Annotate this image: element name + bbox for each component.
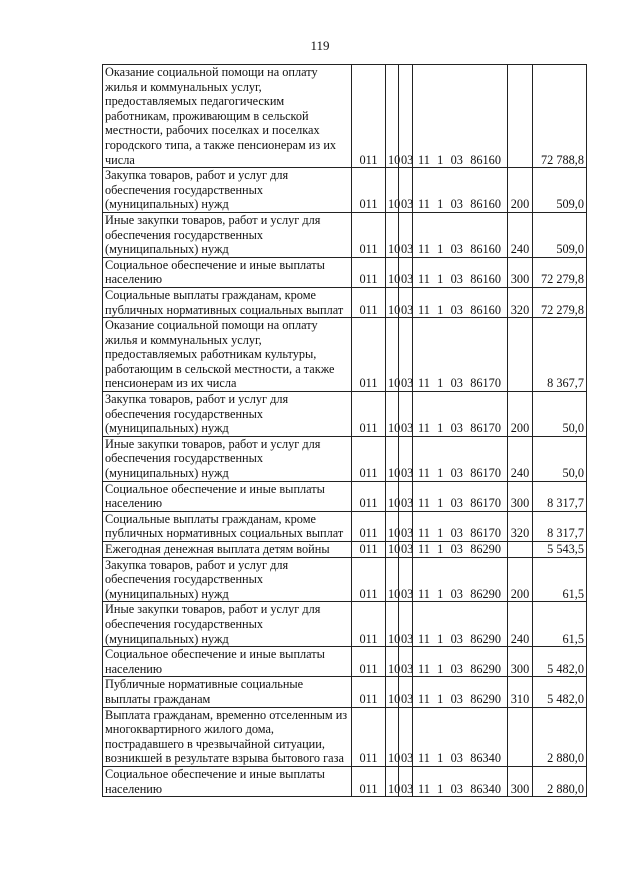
csr-code-part: 86170 <box>470 526 501 541</box>
csr-code <box>415 272 505 287</box>
csr-code-part: 11 <box>418 631 430 646</box>
pr-cell: 03 <box>399 602 413 647</box>
pr-cell: 03 <box>399 212 413 257</box>
table-row <box>103 647 587 677</box>
rz-cell: 10 <box>386 287 399 317</box>
csr-code-part: 11 <box>418 661 430 676</box>
sum-cell: 50,0 <box>533 392 587 437</box>
vr-cell <box>508 65 533 168</box>
vd-cell: 011 <box>352 557 386 602</box>
vr-cell: 240 <box>508 436 533 481</box>
csr-code-part: 03 <box>450 376 463 391</box>
row-name-cell: Ежегодная денежная выплата детям войны <box>103 542 352 558</box>
csr-code <box>415 376 505 391</box>
sum-cell: 8 317,7 <box>533 481 587 511</box>
csr-cell <box>413 318 508 392</box>
csr-cell <box>413 707 508 766</box>
row-name-cell: Публичные нормативные социальные выплаты гражданам <box>103 677 352 707</box>
rz-cell: 10 <box>386 557 399 602</box>
rz-cell: 10 <box>386 392 399 437</box>
csr-code-part: 1 <box>437 751 444 766</box>
csr-code-part: 1 <box>437 242 444 257</box>
csr-code-part: 86290 <box>470 631 501 646</box>
sum-cell: 50,0 <box>533 436 587 481</box>
csr-cell <box>413 392 508 437</box>
csr-code-part: 11 <box>418 272 430 287</box>
row-name-cell: Оказание социальной помощи на оплату жилья и коммунальных услуг, предоставляемых педагогическим работникам, проживающим в сельской местности, рабочих поселках и поселках городского типа, а также пенсионерам из их числа <box>103 65 352 168</box>
csr-code <box>415 587 505 602</box>
row-name-cell: Закупка товаров, работ и услуг для обеспечения государственных (муниципальных) нужд <box>103 557 352 602</box>
csr-code <box>415 662 505 677</box>
csr-code-part: 03 <box>450 197 463 212</box>
csr-code <box>415 303 505 318</box>
csr-code <box>415 496 505 511</box>
csr-cell <box>413 65 508 168</box>
sum-cell: 8 367,7 <box>533 318 587 392</box>
vd-cell: 011 <box>352 766 386 796</box>
csr-code <box>415 242 505 257</box>
table-row <box>103 557 587 602</box>
rz-cell: 10 <box>386 602 399 647</box>
vd-cell: 011 <box>352 65 386 168</box>
csr-code-part: 86290 <box>470 586 501 601</box>
vr-cell <box>508 542 533 558</box>
sum-cell: 72 788,8 <box>533 65 587 168</box>
sum-cell: 5 543,5 <box>533 542 587 558</box>
vd-cell: 011 <box>352 257 386 287</box>
table-row <box>103 677 587 707</box>
csr-code-part: 03 <box>450 661 463 676</box>
vr-cell: 240 <box>508 212 533 257</box>
row-name-cell: Оказание социальной помощи на оплату жилья и коммунальных услуг, предоставляемых работникам культуры, работающим в сельской местности, а также пенсионерам из их числа <box>103 318 352 392</box>
sum-cell: 72 279,8 <box>533 257 587 287</box>
csr-code <box>415 153 505 168</box>
vd-cell: 011 <box>352 542 386 558</box>
csr-code-part: 03 <box>450 751 463 766</box>
row-name-cell: Иные закупки товаров, работ и услуг для обеспечения государственных (муниципальных) нужд <box>103 602 352 647</box>
rz-cell: 10 <box>386 212 399 257</box>
row-name-cell: Социальное обеспечение и иные выплаты населению <box>103 257 352 287</box>
pr-cell: 03 <box>399 557 413 602</box>
csr-code-part: 03 <box>450 272 463 287</box>
rz-cell: 10 <box>386 318 399 392</box>
rz-cell: 10 <box>386 481 399 511</box>
csr-cell <box>413 766 508 796</box>
csr-code-part: 11 <box>418 542 430 556</box>
csr-code-part: 11 <box>418 586 430 601</box>
csr-code-part: 03 <box>450 781 463 796</box>
vd-cell: 011 <box>352 212 386 257</box>
csr-cell <box>413 647 508 677</box>
csr-code-part: 86340 <box>470 751 501 766</box>
csr-cell <box>413 511 508 541</box>
pr-cell: 03 <box>399 257 413 287</box>
rz-cell: 10 <box>386 647 399 677</box>
csr-code <box>415 421 505 436</box>
table-row <box>103 766 587 796</box>
csr-code-part: 11 <box>418 781 430 796</box>
table-row <box>103 318 587 392</box>
csr-code-part: 1 <box>437 586 444 601</box>
sum-cell: 5 482,0 <box>533 677 587 707</box>
row-name-cell: Закупка товаров, работ и услуг для обеспечения государственных (муниципальных) нужд <box>103 168 352 213</box>
vd-cell: 011 <box>352 436 386 481</box>
pr-cell: 03 <box>399 436 413 481</box>
csr-cell <box>413 287 508 317</box>
table-row <box>103 436 587 481</box>
sum-cell: 2 880,0 <box>533 707 587 766</box>
csr-code-part: 86290 <box>470 661 501 676</box>
csr-code-part: 1 <box>437 781 444 796</box>
csr-code-part: 11 <box>418 751 430 766</box>
csr-code-part: 03 <box>450 526 463 541</box>
vr-cell: 310 <box>508 677 533 707</box>
vd-cell: 011 <box>352 602 386 647</box>
vr-cell <box>508 707 533 766</box>
csr-cell <box>413 557 508 602</box>
csr-code-part: 86160 <box>470 272 501 287</box>
csr-code-part: 86170 <box>470 496 501 511</box>
sum-cell: 8 317,7 <box>533 511 587 541</box>
csr-code-part: 86290 <box>470 691 501 706</box>
csr-code-part: 1 <box>437 152 444 167</box>
csr-code-part: 03 <box>450 466 463 481</box>
rz-cell: 10 <box>386 436 399 481</box>
csr-code <box>415 466 505 481</box>
vr-cell: 320 <box>508 511 533 541</box>
csr-code-part: 1 <box>437 691 444 706</box>
csr-code-part: 03 <box>450 586 463 601</box>
budget-table <box>102 64 587 797</box>
vd-cell: 011 <box>352 287 386 317</box>
vd-cell: 011 <box>352 168 386 213</box>
pr-cell: 03 <box>399 766 413 796</box>
row-name-cell: Социальное обеспечение и иные выплаты населению <box>103 481 352 511</box>
table-row <box>103 602 587 647</box>
row-name-cell: Социальные выплаты гражданам, кроме публичных нормативных социальных выплат <box>103 511 352 541</box>
csr-code-part: 1 <box>437 466 444 481</box>
pr-cell: 03 <box>399 481 413 511</box>
csr-code-part: 86340 <box>470 781 501 796</box>
csr-code-part: 11 <box>418 496 430 511</box>
rz-cell: 10 <box>386 511 399 541</box>
vr-cell: 320 <box>508 287 533 317</box>
pr-cell: 03 <box>399 511 413 541</box>
csr-code-part: 1 <box>437 421 444 436</box>
sum-cell: 5 482,0 <box>533 647 587 677</box>
vr-cell: 300 <box>508 481 533 511</box>
rz-cell: 10 <box>386 766 399 796</box>
csr-code <box>415 782 505 797</box>
sum-cell: 61,5 <box>533 557 587 602</box>
pr-cell: 03 <box>399 392 413 437</box>
vr-cell: 300 <box>508 257 533 287</box>
csr-code <box>415 751 505 766</box>
vr-cell: 200 <box>508 392 533 437</box>
pr-cell: 03 <box>399 677 413 707</box>
row-name-cell: Закупка товаров, работ и услуг для обеспечения государственных (муниципальных) нужд <box>103 392 352 437</box>
table-row <box>103 511 587 541</box>
csr-code <box>415 197 505 212</box>
pr-cell: 03 <box>399 542 413 558</box>
csr-code-part: 11 <box>418 242 430 257</box>
csr-code-part: 11 <box>418 421 430 436</box>
pr-cell: 03 <box>399 65 413 168</box>
pr-cell: 03 <box>399 647 413 677</box>
pr-cell: 03 <box>399 318 413 392</box>
csr-code-part: 86160 <box>470 197 501 212</box>
csr-code-part: 11 <box>418 302 430 317</box>
csr-code-part: 1 <box>437 526 444 541</box>
vd-cell: 011 <box>352 647 386 677</box>
csr-code <box>415 632 505 647</box>
pr-cell: 03 <box>399 287 413 317</box>
csr-cell <box>413 168 508 213</box>
csr-code-part: 86170 <box>470 421 501 436</box>
table-row <box>103 65 587 168</box>
pr-cell: 03 <box>399 168 413 213</box>
csr-code-part: 03 <box>450 152 463 167</box>
vd-cell: 011 <box>352 318 386 392</box>
csr-code-part: 86170 <box>470 466 501 481</box>
csr-code <box>415 542 505 557</box>
table-row <box>103 542 587 558</box>
csr-code-part: 1 <box>437 542 444 556</box>
table-row <box>103 212 587 257</box>
csr-code-part: 03 <box>450 631 463 646</box>
row-name-cell: Выплата гражданам, временно отселенным из многоквартирного жилого дома, пострадавшего в чрезвычайной ситуации, возникшей в результате взрыва бытового газа <box>103 707 352 766</box>
table-row <box>103 392 587 437</box>
csr-code-part: 86170 <box>470 376 501 391</box>
table-row <box>103 707 587 766</box>
vr-cell: 200 <box>508 168 533 213</box>
csr-code-part: 86290 <box>470 542 501 556</box>
table-row <box>103 481 587 511</box>
rz-cell: 10 <box>386 677 399 707</box>
csr-code-part: 86160 <box>470 242 501 257</box>
vd-cell: 011 <box>352 392 386 437</box>
csr-code-part: 86160 <box>470 302 501 317</box>
vd-cell: 011 <box>352 511 386 541</box>
pr-cell: 03 <box>399 707 413 766</box>
csr-code-part: 11 <box>418 526 430 541</box>
csr-cell <box>413 481 508 511</box>
vr-cell: 200 <box>508 557 533 602</box>
csr-code <box>415 526 505 541</box>
sum-cell: 509,0 <box>533 168 587 213</box>
vr-cell: 300 <box>508 647 533 677</box>
vr-cell <box>508 318 533 392</box>
vr-cell: 300 <box>508 766 533 796</box>
row-name-cell: Социальные выплаты гражданам, кроме публичных нормативных социальных выплат <box>103 287 352 317</box>
rz-cell: 10 <box>386 707 399 766</box>
sum-cell: 2 880,0 <box>533 766 587 796</box>
csr-code-part: 86160 <box>470 152 501 167</box>
csr-code-part: 1 <box>437 631 444 646</box>
csr-code-part: 1 <box>437 272 444 287</box>
table-row <box>103 287 587 317</box>
vd-cell: 011 <box>352 677 386 707</box>
rz-cell: 10 <box>386 168 399 213</box>
row-name-cell: Иные закупки товаров, работ и услуг для обеспечения государственных (муниципальных) нужд <box>103 436 352 481</box>
vd-cell: 011 <box>352 481 386 511</box>
rz-cell: 10 <box>386 257 399 287</box>
csr-code-part: 03 <box>450 302 463 317</box>
csr-code-part: 1 <box>437 661 444 676</box>
csr-code-part: 1 <box>437 197 444 212</box>
rz-cell: 10 <box>386 65 399 168</box>
table-row <box>103 168 587 213</box>
sum-cell: 72 279,8 <box>533 287 587 317</box>
csr-code-part: 03 <box>450 421 463 436</box>
csr-code <box>415 692 505 707</box>
sum-cell: 509,0 <box>533 212 587 257</box>
row-name-cell: Социальное обеспечение и иные выплаты населению <box>103 647 352 677</box>
csr-code-part: 11 <box>418 466 430 481</box>
csr-code-part: 03 <box>450 496 463 511</box>
csr-code-part: 03 <box>450 691 463 706</box>
csr-code-part: 11 <box>418 376 430 391</box>
csr-cell <box>413 677 508 707</box>
row-name-cell: Социальное обеспечение и иные выплаты населению <box>103 766 352 796</box>
csr-code-part: 11 <box>418 691 430 706</box>
budget-table-body <box>103 65 587 797</box>
csr-cell <box>413 542 508 558</box>
sum-cell: 61,5 <box>533 602 587 647</box>
csr-code-part: 11 <box>418 152 430 167</box>
vd-cell: 011 <box>352 707 386 766</box>
page-number: 119 <box>310 38 330 53</box>
csr-cell <box>413 436 508 481</box>
csr-cell <box>413 212 508 257</box>
rz-cell: 10 <box>386 542 399 558</box>
table-row <box>103 257 587 287</box>
csr-code-part: 1 <box>437 302 444 317</box>
vr-cell: 240 <box>508 602 533 647</box>
csr-code-part: 1 <box>437 376 444 391</box>
csr-code-part: 03 <box>450 242 463 257</box>
csr-code-part: 03 <box>450 542 463 556</box>
csr-cell <box>413 257 508 287</box>
row-name-cell: Иные закупки товаров, работ и услуг для обеспечения государственных (муниципальных) нужд <box>103 212 352 257</box>
csr-code-part: 1 <box>437 496 444 511</box>
csr-cell <box>413 602 508 647</box>
csr-code-part: 11 <box>418 197 430 212</box>
